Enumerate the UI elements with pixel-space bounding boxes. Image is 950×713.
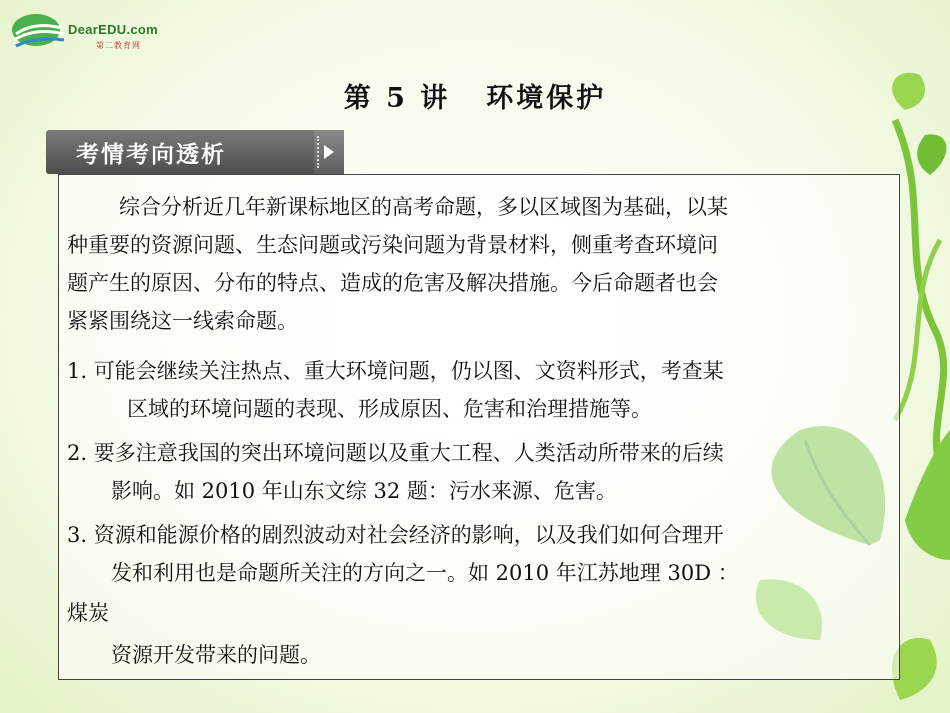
page-title [0, 76, 950, 115]
list-item-1-line: 区域的环境问题的表现、形成原因、危害和治理措施等。 [127, 397, 652, 421]
paragraph-line: 种重要的资源问题、生态问题或污染问题为背景材料，侧重考查环境问 [67, 233, 718, 257]
logo-swoosh-icon [10, 8, 70, 54]
lecture-topic: 环境保护 [486, 83, 607, 114]
lecture-number: 第 5 讲 [343, 83, 451, 114]
section-arrow [314, 130, 344, 174]
site-logo [10, 8, 170, 54]
section-header-tab [46, 130, 344, 174]
list-item-2-line: 影响。如 2010 年山东文综 32 题：污水来源、危害。 [111, 479, 617, 503]
section-label: 考情考向透析 [76, 142, 226, 168]
list-item-3-line: 发和利用也是命题所关注的方向之一。如 2010 年江苏地理 30D ： [111, 561, 739, 585]
logo-subtitle: 第二教育网 [96, 41, 141, 50]
list-item-3-line: 资源开发带来的问题。 [111, 643, 321, 667]
logo-text: DearEDU.com [68, 22, 158, 37]
content-box [58, 174, 900, 680]
paragraph-line: 题产生的原因、分布的特点、造成的危害及解决措施。今后命题者也会 [67, 271, 718, 295]
paragraph-line: 综合分析近几年新课标地区的高考命题，多以区域图为基础，以某 [119, 195, 728, 219]
list-item-2-line: 2. 要多注意我国的突出环境问题以及重大工程、人类活动所带来的后续 [67, 441, 724, 465]
play-arrow-icon [324, 145, 334, 159]
list-item-1-line: 1. 可能会继续关注热点、重大环境问题，仍以图、文资料形式，考查某 [67, 359, 724, 383]
list-item-3-line: 煤炭 [67, 601, 109, 625]
list-item-3-line: 3. 资源和能源价格的剧烈波动对社会经济的影响，以及我们如何合理开 [67, 523, 724, 547]
paragraph-line: 紧紧围绕这一线索命题。 [67, 309, 298, 333]
